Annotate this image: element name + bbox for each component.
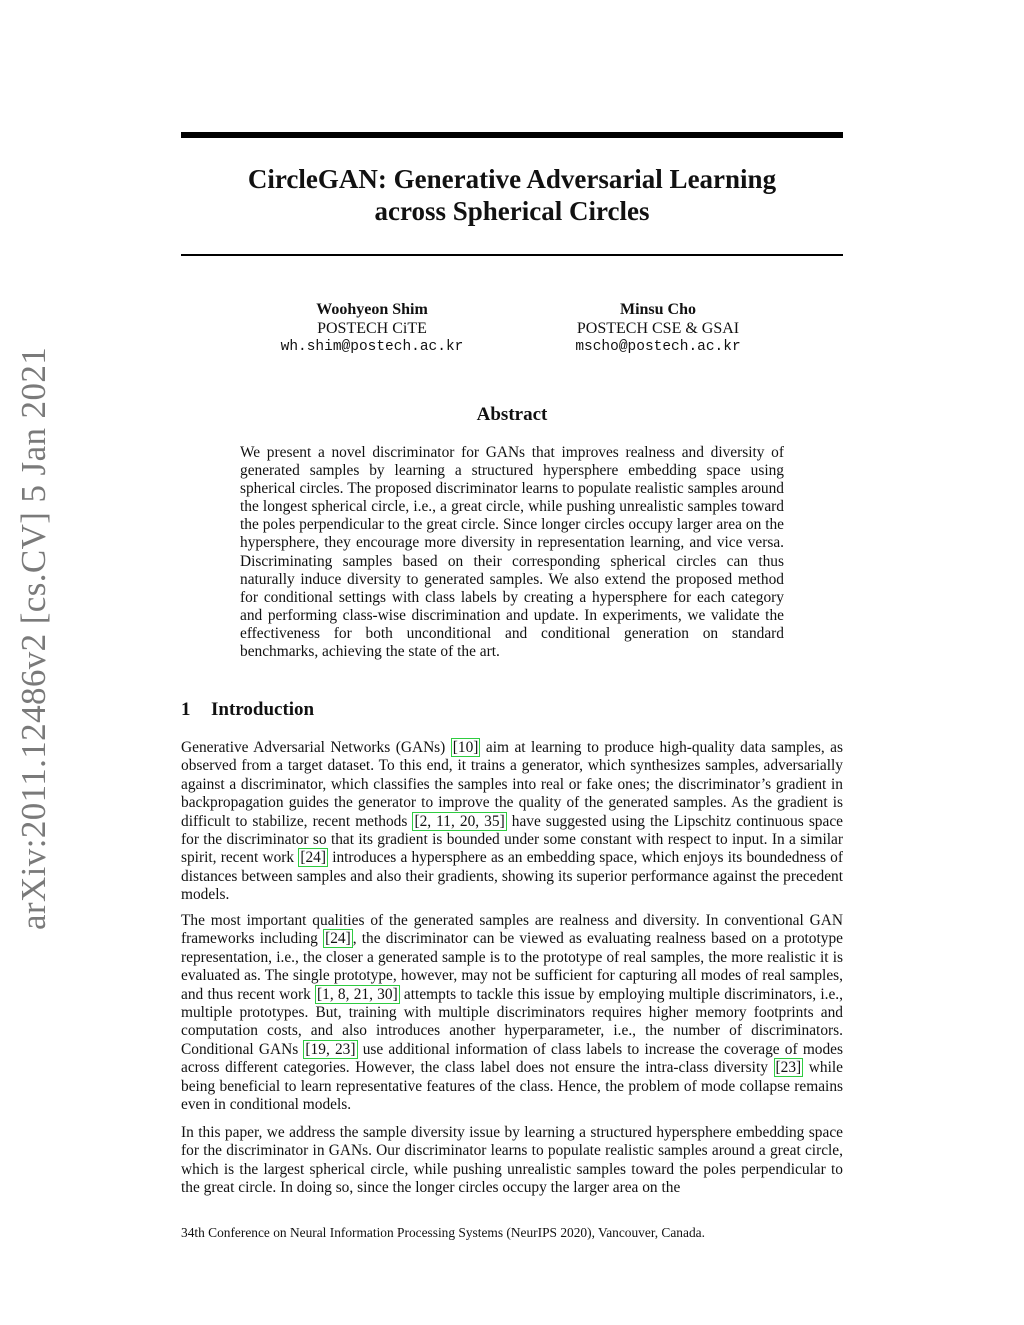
text-run: use additional information of class labels to increase the coverage of modes across different categories. However, the class label does not ensure the intra-class diversity bbox=[181, 1040, 843, 1077]
citation-link[interactable]: [2, 11, 20, 35] bbox=[414, 812, 505, 830]
author-name: Woohyeon Shim bbox=[316, 301, 428, 318]
author-affiliation: POSTECH CSE & GSAI bbox=[576, 320, 740, 337]
abstract-heading: Abstract bbox=[476, 404, 548, 425]
section-heading bbox=[181, 699, 314, 721]
text-run: have suggested using the Lipschitz continuous space for the discriminator so that its gradient is bounded under some constant with respect to input. In a similar spirit, recent work bbox=[181, 812, 843, 867]
author-affiliation: POSTECH CiTE bbox=[317, 320, 427, 337]
citation-link[interactable]: [23] bbox=[775, 1059, 802, 1077]
intro-paragraph-1 bbox=[181, 739, 843, 905]
citation-link[interactable]: [10] bbox=[452, 739, 479, 756]
arxiv-stamp: arXiv:2011.12486v2 [cs.CV] 5 Jan 2021 bbox=[14, 346, 53, 930]
title-line-1: CircleGAN: Generative Adversarial Learning bbox=[247, 164, 777, 194]
text-run: , the discriminator can be viewed as evaluating realness based on a prototype representation, i.e., the closer a generated sample is to the prototype of real samples, the more realistic it is evaluated as. The single prototype, however, may not be sufficient for capturing all modes of real samples, and thus recent work bbox=[181, 930, 843, 1003]
section-number: 1 bbox=[181, 699, 191, 720]
section-title: Introduction bbox=[211, 699, 315, 720]
text-run: attempts to tackle this issue by employing multiple discriminators, i.e., multiple prototypes. But, training with multiple discriminators requires higher memory footprints and computation costs, and also introduces another hyperparameter, i.e., the number of discriminators. Conditional GANs bbox=[181, 985, 843, 1058]
title-bottom-rule bbox=[181, 254, 843, 256]
title-top-rule bbox=[181, 132, 843, 138]
citation-link[interactable]: [19, 23] bbox=[305, 1040, 356, 1058]
text-run: while being beneficial to learn representative features of the class. Hence, the problem of mode collapse remains even in conditional models. bbox=[181, 1059, 843, 1114]
paper-title bbox=[181, 163, 843, 227]
citation-link[interactable]: [24] bbox=[300, 849, 326, 867]
author-email[interactable]: mscho@postech.ac.kr bbox=[575, 339, 741, 355]
author-block-2 bbox=[508, 300, 808, 357]
author-name: Minsu Cho bbox=[619, 301, 697, 318]
text-run: introduces a hypersphere as an embedding space, which enjoys its boundedness of distances between samples and also their gradients, showing its superior performance against the precedent models. bbox=[181, 849, 844, 904]
title-line-2: across Spherical Circles bbox=[374, 196, 650, 226]
conference-footnote: 34th Conference on Neural Information Processing Systems (NeurIPS 2020), Vancouver, Canada. bbox=[181, 1225, 705, 1240]
text-run: The most important qualities of the generated samples are realness and diversity. In conventional GAN frameworks including bbox=[181, 912, 843, 948]
text-run: aim at learning to produce high-quality data samples, as observed from a target dataset. To this end, it trains a generator, which synthesizes samples, adversarially against a discriminator, which classifies the samples into real or fake ones; the discriminator’s gradient in backpropagation guides the generator to improve the quality of the generated samples. As the gradient is difficult to stabilize, recent methods bbox=[181, 739, 843, 830]
intro-paragraph-2 bbox=[181, 912, 843, 1114]
author-block-1 bbox=[222, 300, 522, 357]
text-run: Generative Adversarial Networks (GANs) bbox=[181, 739, 451, 756]
abstract-text: We present a novel discriminator for GANs that improves realness and diversity of generated samples by learning a structured hypersphere embedding space using spherical circles. The proposed discriminator learns to populate realistic samples around the longest spherical circle, i.e., a great circle, while pushing unrealistic samples toward the poles perpendicular to the great circle. Since longer circles occupy larger area on the hypersphere, they encourage more diversity in representation learning, and vice versa. Discriminating samples based on their corresponding spherical circles can thus naturally induce diversity to generated samples. We also extend the proposed method for conditional settings with class labels by creating a hypersphere for each category and performing class-wise discrimination and update. In experiments, we validate the effectiveness for both unconditional and conditional generation on standard benchmarks, achieving the state of the art. bbox=[240, 444, 784, 661]
citation-link[interactable]: [24] bbox=[325, 930, 351, 948]
intro-paragraph-3: In this paper, we address the sample diversity issue by learning a structured hypersphere embedding space for the discriminator in GANs. Our discriminator learns to populate realistic samples around a great circle, which is the largest spherical circle, while pushing unrealistic samples toward the poles perpendicular to the great circle. In doing so, since the longer circles occupy the larger area on the bbox=[181, 1124, 843, 1197]
citation-link[interactable]: [1, 8, 21, 30] bbox=[317, 985, 398, 1003]
author-email[interactable]: wh.shim@postech.ac.kr bbox=[280, 339, 464, 355]
